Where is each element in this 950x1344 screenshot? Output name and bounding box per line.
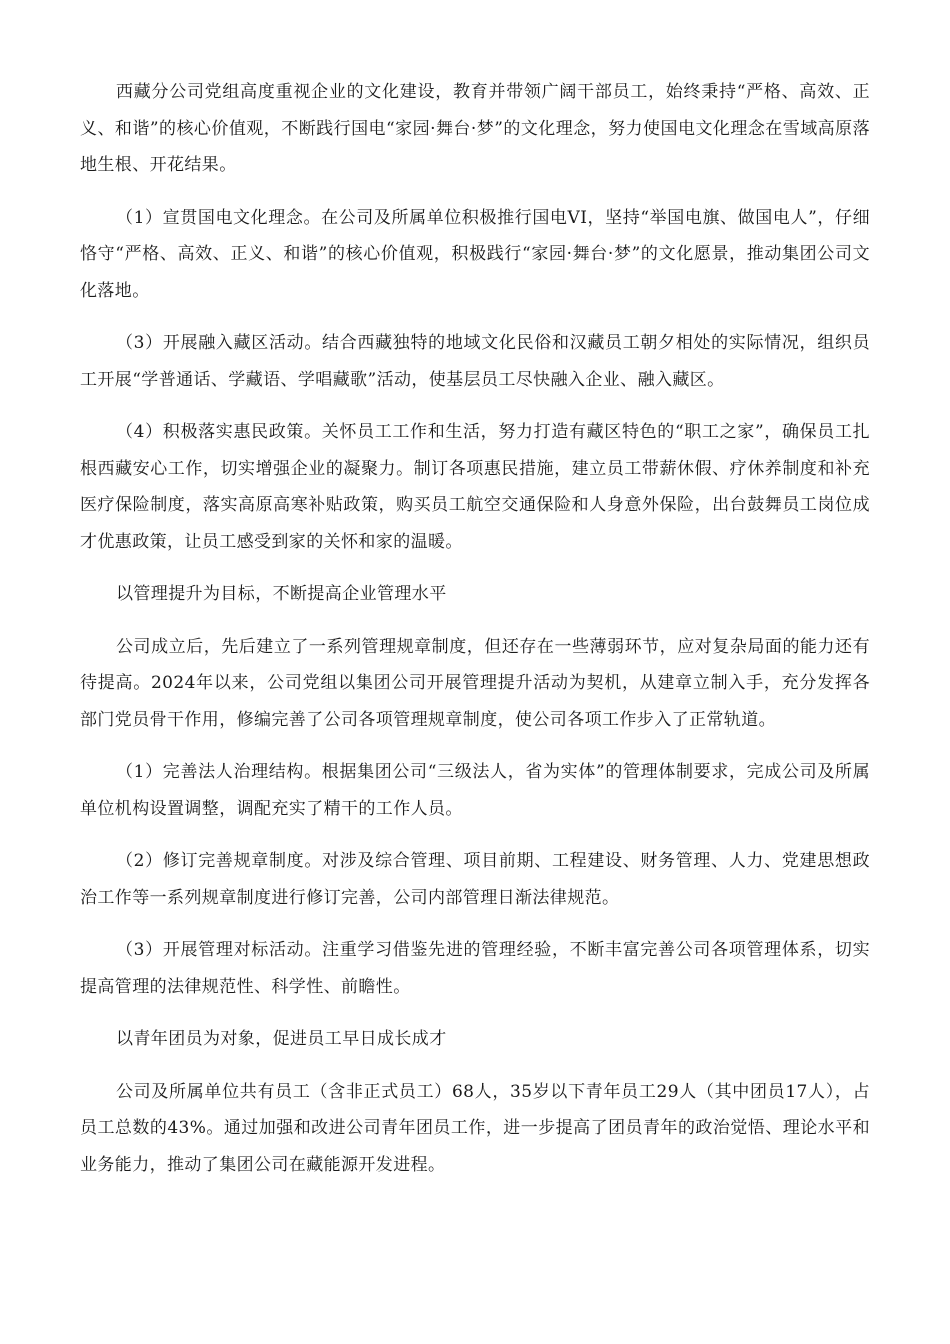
paragraph-youth-intro: 公司及所属单位共有员工（含非正式员工）68人，35岁以下青年员工29人（其中团员17人），占员工总数的43%。通过加强和改进公司青年团员工作，进一步提高了团员青年的政治觉悟、理论水平和业务能力，推动了集团公司在藏能源开发进程。	[80, 1081, 870, 1175]
paragraph-culture-item-4: （4）积极落实惠民政策。关怀员工工作和生活，努力打造有藏区特色的“职工之家”，确保员工扎根西藏安心工作，切实增强企业的凝聚力。制订各项惠民措施，建立员工带薪休假、疗休养制度和补充医疗保险制度，落实高原高寒补贴政策，购买员工航空交通保险和人身意外保险，出台鼓舞员工岗位成才优惠政策，让员工感受到家的关怀和家的温暖。	[80, 422, 870, 552]
document-body	[80, 74, 870, 1199]
paragraph-culture-item-1: （1）宣贯国电文化理念。在公司及所属单位积极推行国电VI，坚持“举国电旗、做国电人”，仔细恪守“严格、高效、正义、和谐”的核心价值观，积极践行“家园·舞台·梦”的文化愿景，推动集团公司文化落地。	[80, 207, 870, 301]
section-heading-youth: 以青年团员为对象，促进员工早日成长成才	[116, 1029, 447, 1049]
paragraph-culture-intro: 西藏分公司党组高度重视企业的文化建设，教育并带领广阔干部员工，始终秉持“严格、高效、正义、和谐”的核心价值观，不断践行国电“家园·舞台·梦”的文化理念，努力使国电文化理念在雪域高原落地生根、开花结果。	[80, 82, 870, 175]
section-heading-management: 以管理提升为目标，不断提高企业管理水平	[116, 584, 447, 604]
paragraph-management-item-2: （2）修订完善规章制度。对涉及综合管理、项目前期、工程建设、财务管理、人力、党建思想政治工作等一系列规章制度进行修订完善，公司内部管理日渐法律规范。	[80, 851, 870, 908]
paragraph-management-intro: 公司成立后，先后建立了一系列管理规章制度，但还存在一些薄弱环节，应对复杂局面的能力还有待提高。2024年以来，公司党组以集团公司开展管理提升活动为契机，从建章立制入手，充分发挥各部门党员骨干作用，修编完善了公司各项管理规章制度，使公司各项工作步入了正常轨道。	[80, 636, 870, 730]
paragraph-management-item-3: （3）开展管理对标活动。注重学习借鉴先进的管理经验，不断丰富完善公司各项管理体系，切实提高管理的法律规范性、科学性、前瞻性。	[80, 940, 870, 997]
paragraph-culture-item-3: （3）开展融入藏区活动。结合西藏独特的地域文化民俗和汉藏员工朝夕相处的实际情况，组织员工开展“学普通话、学藏语、学唱藏歌”活动，使基层员工尽快融入企业、融入藏区。	[80, 333, 870, 390]
paragraph-management-item-1: （1）完善法人治理结构。根据集团公司“三级法人，省为实体”的管理体制要求，完成公司及所属单位机构设置调整，调配充实了精干的工作人员。	[80, 762, 870, 819]
